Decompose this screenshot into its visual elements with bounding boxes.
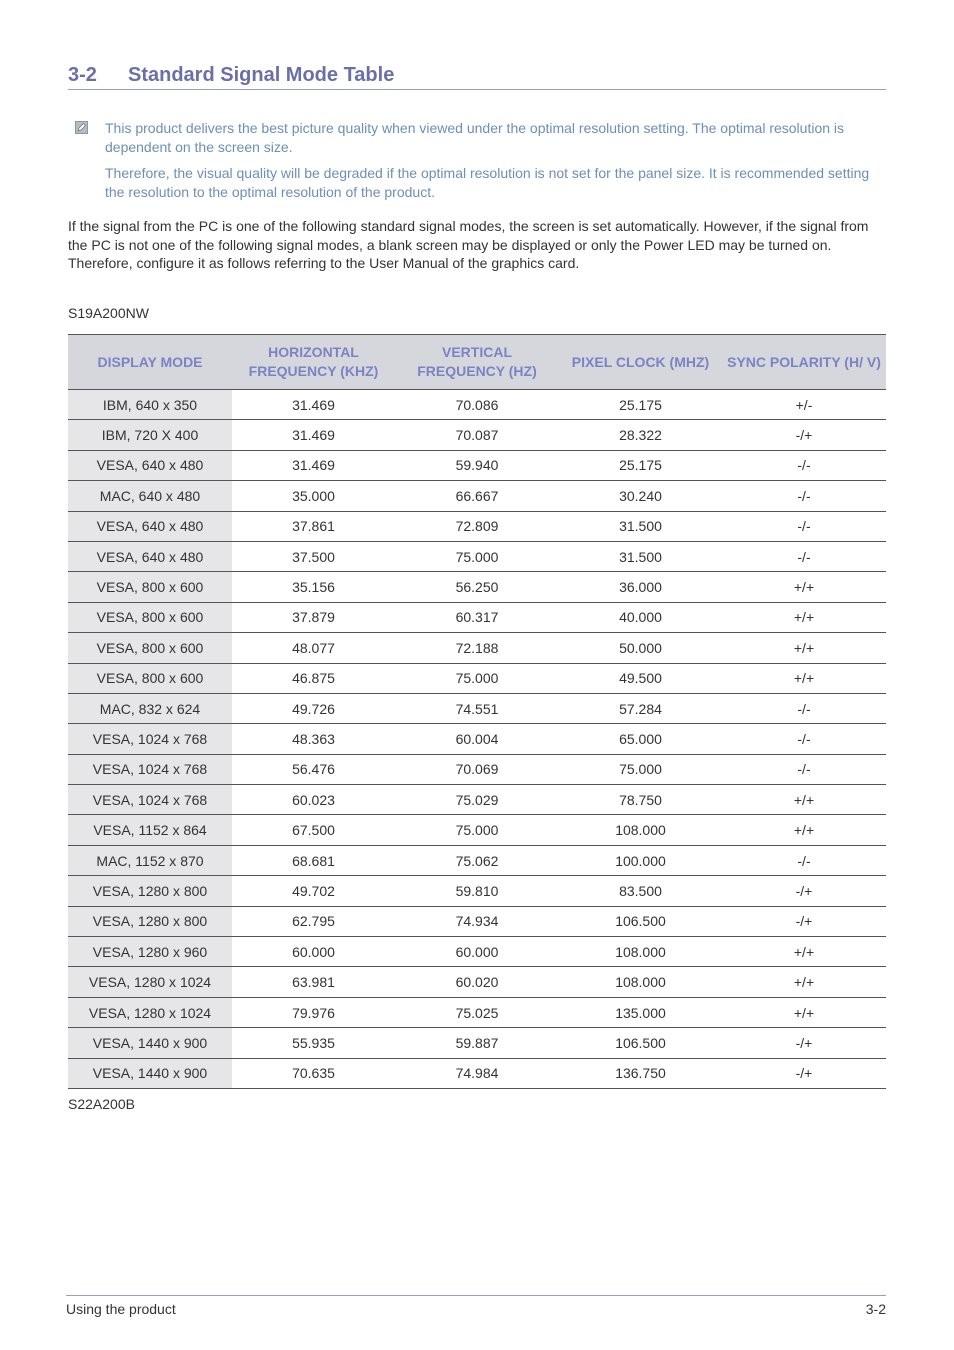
- table-row: [68, 1028, 886, 1058]
- cell-horizontal-frequency: 37.500: [232, 541, 395, 571]
- cell-vertical-frequency: 60.000: [395, 937, 559, 967]
- cell-vertical-frequency: 75.062: [395, 845, 559, 875]
- cell-sync-polarity: -/+: [722, 1028, 886, 1058]
- cell-sync-polarity: +/-: [722, 390, 886, 420]
- cell-pixel-clock: 75.000: [559, 754, 722, 784]
- cell-horizontal-frequency: 37.861: [232, 511, 395, 541]
- cell-horizontal-frequency: 60.000: [232, 937, 395, 967]
- table-row: [68, 754, 886, 784]
- table-row: [68, 450, 886, 480]
- cell-display-mode: VESA, 640 x 480: [68, 541, 232, 571]
- cell-pixel-clock: 136.750: [559, 1058, 722, 1088]
- cell-sync-polarity: +/+: [722, 663, 886, 693]
- cell-sync-polarity: +/+: [722, 633, 886, 663]
- cell-vertical-frequency: 72.809: [395, 511, 559, 541]
- table-header-row: [68, 335, 886, 390]
- cell-display-mode: VESA, 1152 x 864: [68, 815, 232, 845]
- cell-horizontal-frequency: 79.976: [232, 997, 395, 1027]
- table-row: [68, 967, 886, 997]
- table-row: [68, 572, 886, 602]
- section-number: 3-2: [68, 64, 97, 86]
- note-icon: [75, 121, 88, 134]
- cell-horizontal-frequency: 31.469: [232, 390, 395, 420]
- table-row: [68, 1058, 886, 1088]
- cell-horizontal-frequency: 48.077: [232, 633, 395, 663]
- cell-pixel-clock: 36.000: [559, 572, 722, 602]
- cell-display-mode: VESA, 1280 x 800: [68, 906, 232, 936]
- header-sync-polarity: SYNC POLARITY (H/ V): [722, 335, 886, 390]
- cell-pixel-clock: 57.284: [559, 693, 722, 723]
- cell-sync-polarity: +/+: [722, 785, 886, 815]
- cell-vertical-frequency: 59.810: [395, 876, 559, 906]
- cell-pixel-clock: 25.175: [559, 450, 722, 480]
- cell-horizontal-frequency: 31.469: [232, 450, 395, 480]
- cell-vertical-frequency: 66.667: [395, 481, 559, 511]
- cell-pixel-clock: 40.000: [559, 602, 722, 632]
- cell-display-mode: VESA, 800 x 600: [68, 633, 232, 663]
- table-row: [68, 693, 886, 723]
- cell-vertical-frequency: 60.020: [395, 967, 559, 997]
- cell-vertical-frequency: 70.087: [395, 420, 559, 450]
- cell-pixel-clock: 50.000: [559, 633, 722, 663]
- cell-vertical-frequency: 70.069: [395, 754, 559, 784]
- cell-pixel-clock: 78.750: [559, 785, 722, 815]
- cell-vertical-frequency: 56.250: [395, 572, 559, 602]
- model-label-s19a200nw: S19A200NW: [68, 305, 149, 321]
- cell-sync-polarity: +/+: [722, 997, 886, 1027]
- cell-vertical-frequency: 74.984: [395, 1058, 559, 1088]
- table-row: [68, 481, 886, 511]
- cell-pixel-clock: 108.000: [559, 815, 722, 845]
- cell-horizontal-frequency: 70.635: [232, 1058, 395, 1088]
- cell-sync-polarity: -/+: [722, 420, 886, 450]
- section-title: Standard Signal Mode Table: [128, 64, 395, 86]
- cell-vertical-frequency: 75.025: [395, 997, 559, 1027]
- table-row: [68, 602, 886, 632]
- model-label-s22a200b: S22A200B: [68, 1096, 135, 1112]
- cell-display-mode: VESA, 800 x 600: [68, 572, 232, 602]
- cell-horizontal-frequency: 56.476: [232, 754, 395, 784]
- cell-sync-polarity: +/+: [722, 967, 886, 997]
- cell-display-mode: MAC, 832 x 624: [68, 693, 232, 723]
- cell-pixel-clock: 25.175: [559, 390, 722, 420]
- table-row: [68, 511, 886, 541]
- cell-pixel-clock: 108.000: [559, 967, 722, 997]
- cell-display-mode: VESA, 1440 x 900: [68, 1058, 232, 1088]
- cell-display-mode: VESA, 640 x 480: [68, 450, 232, 480]
- cell-display-mode: VESA, 1024 x 768: [68, 785, 232, 815]
- table-row: [68, 876, 886, 906]
- cell-display-mode: VESA, 640 x 480: [68, 511, 232, 541]
- cell-vertical-frequency: 72.188: [395, 633, 559, 663]
- cell-display-mode: VESA, 1280 x 800: [68, 876, 232, 906]
- cell-vertical-frequency: 75.000: [395, 541, 559, 571]
- cell-horizontal-frequency: 67.500: [232, 815, 395, 845]
- table-row: [68, 541, 886, 571]
- table-row: [68, 937, 886, 967]
- cell-sync-polarity: +/+: [722, 815, 886, 845]
- cell-horizontal-frequency: 46.875: [232, 663, 395, 693]
- cell-display-mode: VESA, 800 x 600: [68, 663, 232, 693]
- header-display-mode: DISPLAY MODE: [68, 335, 232, 390]
- table-row: [68, 420, 886, 450]
- cell-horizontal-frequency: 63.981: [232, 967, 395, 997]
- cell-sync-polarity: -/-: [722, 693, 886, 723]
- cell-sync-polarity: -/+: [722, 1058, 886, 1088]
- cell-horizontal-frequency: 49.726: [232, 693, 395, 723]
- cell-vertical-frequency: 59.887: [395, 1028, 559, 1058]
- cell-sync-polarity: -/-: [722, 450, 886, 480]
- table-row: [68, 845, 886, 875]
- cell-vertical-frequency: 75.000: [395, 663, 559, 693]
- table-row: [68, 724, 886, 754]
- table-row: [68, 997, 886, 1027]
- body-paragraph: If the signal from the PC is one of the following standard signal modes, the screen is set automatically. However, if the signal from the PC is not one of the following signal modes, a blank screen may be displayed or only the Power LED may be turned on. Therefore, configure it as follows referring to the User Manual of the graphics card.: [68, 218, 869, 271]
- cell-vertical-frequency: 75.000: [395, 815, 559, 845]
- cell-horizontal-frequency: 60.023: [232, 785, 395, 815]
- cell-pixel-clock: 28.322: [559, 420, 722, 450]
- note-paragraph-2: Therefore, the visual quality will be degraded if the optimal resolution is not set for the panel size. It is recommended setting the resolution to the optimal resolution of the product.: [105, 165, 870, 200]
- cell-display-mode: VESA, 800 x 600: [68, 602, 232, 632]
- cell-horizontal-frequency: 31.469: [232, 420, 395, 450]
- cell-sync-polarity: -/-: [722, 481, 886, 511]
- cell-sync-polarity: -/+: [722, 876, 886, 906]
- cell-pixel-clock: 135.000: [559, 997, 722, 1027]
- section-heading: [68, 62, 886, 90]
- note-paragraph-1: This product delivers the best picture quality when viewed under the optimal resolution setting. The optimal resolution is dependent on the screen size.: [105, 120, 845, 155]
- cell-pixel-clock: 106.500: [559, 906, 722, 936]
- cell-sync-polarity: -/-: [722, 511, 886, 541]
- cell-horizontal-frequency: 68.681: [232, 845, 395, 875]
- footer-page-number: 3-2: [865, 1301, 886, 1317]
- cell-vertical-frequency: 59.940: [395, 450, 559, 480]
- cell-display-mode: VESA, 1440 x 900: [68, 1028, 232, 1058]
- table-row: [68, 815, 886, 845]
- header-pixel-clock: PIXEL CLOCK (MHZ): [559, 335, 722, 390]
- cell-display-mode: VESA, 1280 x 960: [68, 937, 232, 967]
- cell-display-mode: VESA, 1280 x 1024: [68, 997, 232, 1027]
- cell-horizontal-frequency: 62.795: [232, 906, 395, 936]
- cell-vertical-frequency: 60.317: [395, 602, 559, 632]
- cell-vertical-frequency: 75.029: [395, 785, 559, 815]
- cell-sync-polarity: +/+: [722, 572, 886, 602]
- cell-pixel-clock: 31.500: [559, 541, 722, 571]
- cell-vertical-frequency: 74.934: [395, 906, 559, 936]
- cell-vertical-frequency: 60.004: [395, 724, 559, 754]
- footer-section-name: Using the product: [66, 1301, 176, 1317]
- table-row: [68, 785, 886, 815]
- cell-display-mode: MAC, 1152 x 870: [68, 845, 232, 875]
- signal-mode-table: [68, 334, 886, 1089]
- cell-pixel-clock: 83.500: [559, 876, 722, 906]
- cell-horizontal-frequency: 48.363: [232, 724, 395, 754]
- footer-divider: [66, 1295, 886, 1296]
- cell-horizontal-frequency: 49.702: [232, 876, 395, 906]
- table-row: [68, 906, 886, 936]
- cell-pixel-clock: 108.000: [559, 937, 722, 967]
- cell-display-mode: MAC, 640 x 480: [68, 481, 232, 511]
- table-row: [68, 663, 886, 693]
- cell-display-mode: IBM, 640 x 350: [68, 390, 232, 420]
- cell-pixel-clock: 106.500: [559, 1028, 722, 1058]
- cell-pixel-clock: 30.240: [559, 481, 722, 511]
- cell-horizontal-frequency: 37.879: [232, 602, 395, 632]
- table-row: [68, 633, 886, 663]
- cell-display-mode: IBM, 720 X 400: [68, 420, 232, 450]
- header-horizontal-frequency: HORIZONTAL FREQUENCY (KHZ): [232, 335, 395, 390]
- cell-vertical-frequency: 70.086: [395, 390, 559, 420]
- table-row: [68, 390, 886, 420]
- cell-pixel-clock: 49.500: [559, 663, 722, 693]
- cell-display-mode: VESA, 1024 x 768: [68, 724, 232, 754]
- cell-sync-polarity: -/-: [722, 724, 886, 754]
- cell-sync-polarity: -/+: [722, 906, 886, 936]
- cell-sync-polarity: +/+: [722, 937, 886, 967]
- cell-sync-polarity: -/-: [722, 754, 886, 784]
- cell-horizontal-frequency: 55.935: [232, 1028, 395, 1058]
- cell-horizontal-frequency: 35.000: [232, 481, 395, 511]
- cell-sync-polarity: -/-: [722, 541, 886, 571]
- cell-pixel-clock: 65.000: [559, 724, 722, 754]
- cell-display-mode: VESA, 1024 x 768: [68, 754, 232, 784]
- cell-display-mode: VESA, 1280 x 1024: [68, 967, 232, 997]
- cell-horizontal-frequency: 35.156: [232, 572, 395, 602]
- cell-sync-polarity: +/+: [722, 602, 886, 632]
- cell-pixel-clock: 31.500: [559, 511, 722, 541]
- cell-vertical-frequency: 74.551: [395, 693, 559, 723]
- cell-sync-polarity: -/-: [722, 845, 886, 875]
- header-vertical-frequency: VERTICAL FREQUENCY (HZ): [395, 335, 559, 390]
- cell-pixel-clock: 100.000: [559, 845, 722, 875]
